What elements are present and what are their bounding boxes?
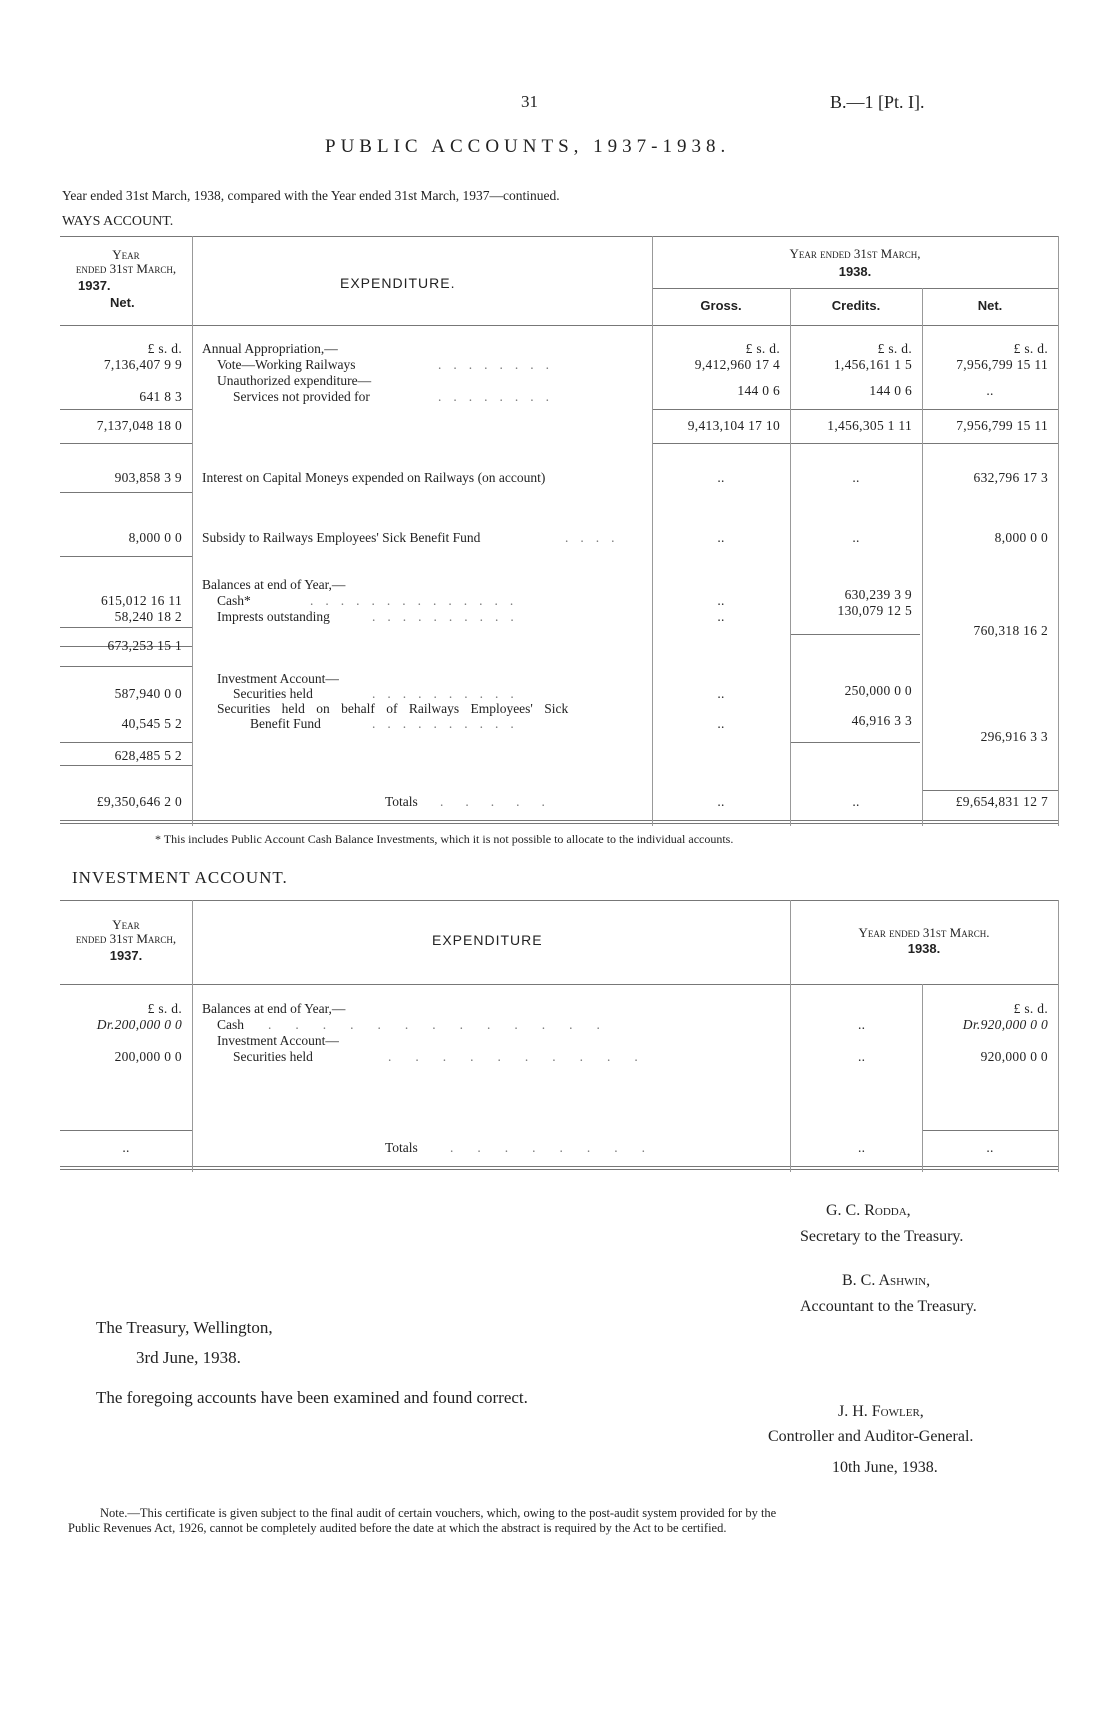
subtotal-credits: 1,456,305 1 11: [827, 418, 912, 433]
row-label-services: Services not provided for: [233, 389, 370, 404]
signature-fowler-date: 10th June, 1938.: [832, 1459, 938, 1476]
vote-credits: 1,456,161 1 5: [833, 357, 912, 372]
leader-dots: ........: [450, 1140, 669, 1155]
ways-head-net-1937: Net.: [110, 295, 135, 310]
inv-row-label-securities: Securities held: [233, 1049, 313, 1064]
subsidy-net-1938: 8,000 0 0: [994, 530, 1048, 545]
securities-held-gross: ..: [717, 686, 725, 701]
subsidy-credits: ..: [852, 530, 860, 545]
inv-units-1937: £ s. d.: [147, 1001, 182, 1016]
inv-cash-1938: Dr.920,000 0 0: [962, 1017, 1048, 1032]
ways-head-year-1937: 1937.: [78, 278, 111, 293]
subtotal-gross: 9,413,104 17 10: [687, 418, 780, 433]
place-line: The Treasury, Wellington,: [96, 1318, 273, 1337]
services-gross: 144 0 6: [737, 383, 780, 398]
leader-dots: ........: [438, 357, 561, 372]
ways-head-net-1938: Net.: [977, 298, 1003, 313]
services-credits: 144 0 6: [869, 383, 912, 398]
page-number: 31: [521, 92, 538, 111]
inv-head-year: Year: [112, 917, 140, 932]
date-line: 3rd June, 1938.: [136, 1348, 241, 1367]
row-label-interest: Interest on Capital Moneys expended on Railways (on account): [202, 470, 546, 485]
signature-fowler-title: Controller and Auditor-General.: [768, 1428, 974, 1445]
ways-units-net: £ s. d.: [1013, 341, 1048, 356]
note-line-1: Note.—This certificate is given subject to the final audit of certain vouchers, which, owing to the post-audit system provided for by the: [100, 1506, 777, 1520]
leader-dots: ........: [438, 389, 561, 404]
inv-head-expenditure: EXPENDITURE: [432, 932, 543, 948]
inv-cash-1937: Dr.200,000 0 0: [96, 1017, 182, 1032]
ways-head-expenditure: EXPENDITURE.: [340, 275, 456, 291]
leader-dots: ....: [565, 530, 627, 545]
row-label-balances: Balances at end of Year,—: [202, 577, 346, 592]
interest-net-1937: 903,858 3 9: [114, 470, 182, 485]
vote-gross: 9,412,960 17 4: [694, 357, 780, 372]
vote-net-1938: 7,956,799 15 11: [956, 357, 1048, 372]
cash-gross: ..: [717, 593, 725, 608]
vote-net-1937: 7,136,407 9 9: [103, 357, 182, 372]
leader-dots: .............: [268, 1017, 624, 1032]
ways-account-title: WAYS ACCOUNT.: [62, 214, 174, 229]
cash-net-1937: 615,012 16 11: [100, 593, 182, 608]
leader-dots: ..........: [388, 1049, 662, 1064]
inv-totals-1938: ..: [986, 1140, 994, 1155]
subsidy-net-1937: 8,000 0 0: [128, 530, 182, 545]
ways-head-year-1938: 1938.: [838, 264, 872, 279]
inv-row-label-investment: Investment Account—: [217, 1033, 339, 1048]
row-label-benefit-fund: Benefit Fund: [250, 716, 321, 731]
subtotal-net-1938: 7,956,799 15 11: [956, 418, 1048, 433]
ways-units-credits: £ s. d.: [877, 341, 912, 356]
inv-securities-mid: ..: [858, 1049, 866, 1064]
ways-units-1937: £ s. d.: [147, 341, 182, 356]
investment-net-1938: 296,916 3 3: [980, 729, 1048, 744]
inv-securities-1938: 920,000 0 0: [980, 1049, 1048, 1064]
row-label-appropriation: Annual Appropriation,—: [202, 341, 338, 356]
totals-credits: ..: [852, 794, 860, 809]
leader-dots: ..............: [310, 593, 526, 608]
note-line-2: Public Revenues Act, 1926, cannot be completely audited before the date at which the abstract is required by the Act to be certified.: [68, 1521, 727, 1535]
inv-row-label-balances: Balances at end of Year,—: [202, 1001, 346, 1016]
interest-gross: ..: [717, 470, 725, 485]
signature-ashwin-name: B. C. Ashwin,: [842, 1272, 931, 1289]
signature-rodda-name: G. C. Rodda,: [826, 1202, 911, 1219]
interest-credits: ..: [852, 470, 860, 485]
page-title: PUBLIC ACCOUNTS, 1937-1938.: [325, 136, 731, 157]
ways-head-ended: ended 31st March,: [75, 261, 177, 276]
leader-dots: ..........: [372, 686, 526, 701]
securities-behalf-credits: 46,916 3 3: [851, 713, 912, 728]
row-label-totals: Totals: [385, 794, 418, 809]
row-label-securities-behalf: Securities held on behalf of Railways Employees' Sick: [217, 701, 569, 716]
row-label-unauthorized: Unauthorized expenditure—: [217, 373, 372, 388]
inv-head-year-1937: 1937.: [109, 948, 143, 963]
page-reference: B.—1 [Pt. I].: [830, 92, 925, 112]
imprests-gross: ..: [717, 609, 725, 624]
investment-account-title: INVESTMENT ACCOUNT.: [72, 868, 288, 887]
inv-row-label-cash: Cash: [217, 1017, 244, 1032]
balances-net-1938: 760,318 16 2: [973, 623, 1048, 638]
subtotal-net-1937: 7,137,048 18 0: [96, 418, 182, 433]
totals-gross: ..: [717, 794, 725, 809]
inv-head-year-ended-1938: Year ended 31st March.: [858, 925, 990, 940]
totals-net-1938: £9,654,831 12 7: [955, 794, 1048, 809]
inv-totals-mid: ..: [858, 1140, 866, 1155]
examined-statement: The foregoing accounts have been examined and found correct.: [96, 1388, 528, 1407]
ways-head-year: Year: [112, 247, 140, 262]
imprests-net-1937: 58,240 18 2: [114, 609, 182, 624]
securities-held-net-1937: 587,940 0 0: [114, 686, 182, 701]
signature-rodda-title: Secretary to the Treasury.: [800, 1228, 964, 1245]
signature-fowler-name: J. H. Fowler,: [838, 1403, 924, 1420]
leader-dots: .....: [440, 794, 567, 809]
inv-cash-mid: ..: [858, 1017, 866, 1032]
services-net-1937: 641 8 3: [139, 389, 182, 404]
ways-head-gross: Gross.: [700, 298, 742, 313]
securities-behalf-net-1937: 40,545 5 2: [121, 716, 182, 731]
services-net-1938: ..: [986, 383, 994, 398]
subsidy-gross: ..: [717, 530, 725, 545]
ways-units-gross: £ s. d.: [745, 341, 780, 356]
row-label-subsidy: Subsidy to Railways Employees' Sick Benefit Fund: [202, 530, 481, 545]
leader-dots: ..........: [372, 609, 526, 624]
cash-credits: 630,239 3 9: [844, 587, 912, 602]
row-label-vote: Vote—Working Railways: [217, 357, 356, 372]
row-label-cash: Cash*: [217, 593, 251, 608]
leader-dots: ..........: [372, 716, 526, 731]
inv-head-year-1938: 1938.: [907, 941, 941, 956]
investment-subtotal-1937: 628,485 5 2: [114, 748, 182, 763]
ways-footnote: * This includes Public Account Cash Balance Investments, which it is not possible to allocate to the individual accounts.: [155, 832, 734, 846]
totals-net-1937: £9,350,646 2 0: [96, 794, 182, 809]
row-label-securities-held: Securities held: [233, 686, 313, 701]
imprests-credits: 130,079 12 5: [837, 603, 912, 618]
securities-held-credits: 250,000 0 0: [844, 683, 912, 698]
ways-head-year-ended-1938: Year ended 31st March,: [789, 246, 921, 261]
interest-net-1938: 632,796 17 3: [973, 470, 1048, 485]
ways-head-credits: Credits.: [831, 298, 881, 313]
inv-units-1938: £ s. d.: [1013, 1001, 1048, 1016]
inv-row-label-totals: Totals: [385, 1140, 418, 1155]
inv-totals-1937: ..: [122, 1140, 130, 1155]
signature-ashwin-title: Accountant to the Treasury.: [800, 1298, 977, 1315]
row-label-imprests: Imprests outstanding: [217, 609, 330, 624]
page-subtitle: Year ended 31st March, 1938, compared with the Year ended 31st March, 1937—continued.: [62, 188, 560, 203]
inv-securities-1937: 200,000 0 0: [114, 1049, 182, 1064]
securities-behalf-gross: ..: [717, 716, 725, 731]
balances-subtotal-1937: 673,253 15 1: [107, 638, 182, 653]
inv-head-ended: ended 31st March,: [75, 931, 177, 946]
row-label-investment: Investment Account—: [217, 671, 339, 686]
